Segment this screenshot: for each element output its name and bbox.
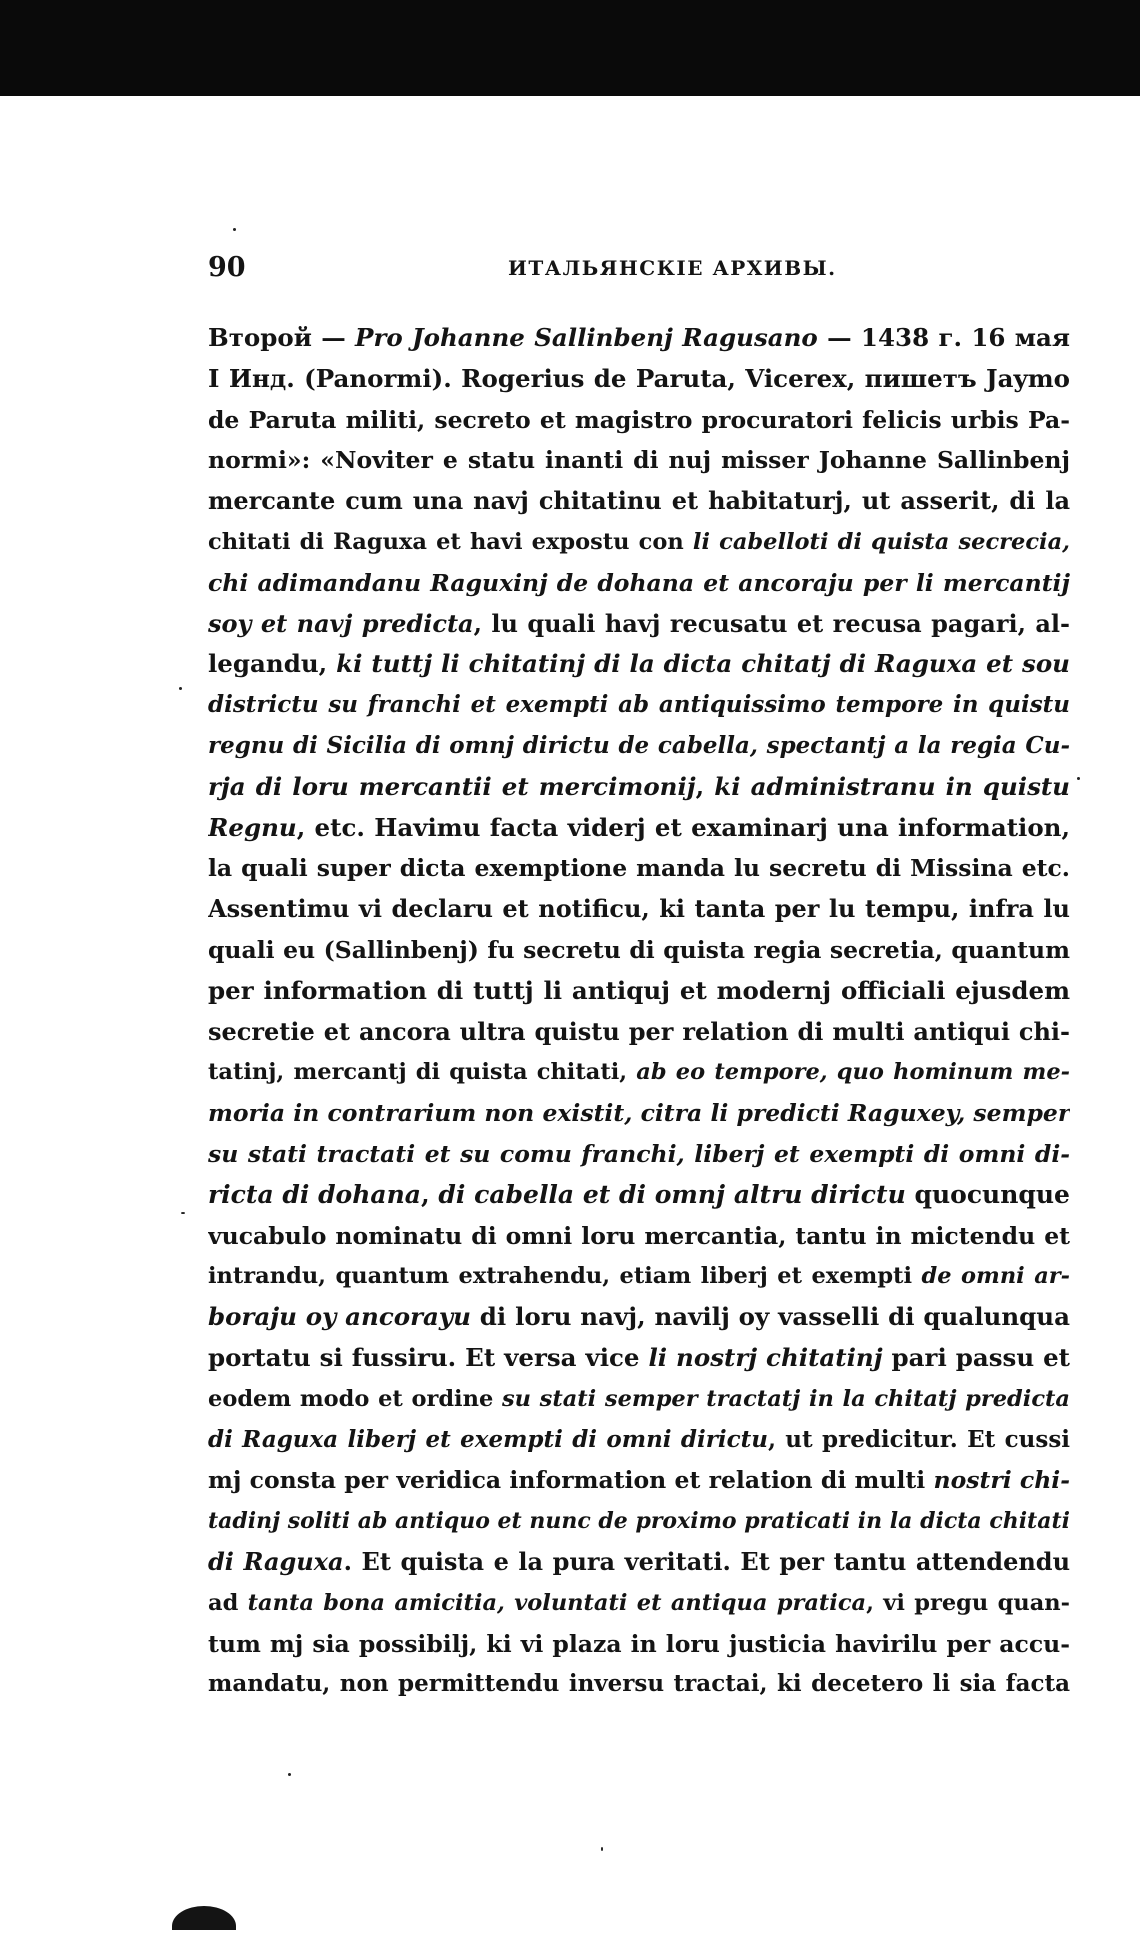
text-line bbox=[208, 1624, 1070, 1665]
text-line bbox=[208, 685, 1070, 726]
text-line bbox=[208, 481, 1070, 522]
text-line bbox=[208, 767, 1070, 808]
text-line bbox=[208, 318, 1070, 359]
text-line bbox=[208, 1134, 1070, 1175]
text-run: , lu quali havj recusatu et recusa pagari, al- bbox=[473, 608, 1070, 638]
italic-run: ki tuttj li chitatinj di la dicta chitatj di Raguxa et sou bbox=[336, 649, 1070, 679]
italic-run: li nostrj chitatinj bbox=[648, 1342, 883, 1372]
text-run: mercante cum una navj chitatinu et habitaturj, ut asserit, di la bbox=[208, 486, 1070, 516]
text-line bbox=[208, 1420, 1070, 1461]
text-run: . Et quista e la pura veritati. Et per tantu attendendu bbox=[343, 1546, 1070, 1576]
text-line bbox=[208, 808, 1070, 849]
text-line bbox=[208, 604, 1070, 645]
italic-run: regnu di Sicilia di omnj dirictu de cabella, spectantj a la regia Cu- bbox=[208, 731, 1070, 759]
text-line bbox=[208, 440, 1070, 481]
text-run: quali eu (Sallinbenj) fu secretu di quista regia secretia, quantum bbox=[208, 935, 1070, 964]
text-run: I Инд. (Panormi). Rogerius de Paruta, Vicerex, пишетъ Jaymo bbox=[208, 363, 1070, 393]
text-run: Второй — bbox=[208, 323, 356, 352]
text-line bbox=[208, 971, 1070, 1012]
text-run: , etc. Havimu facta viderj et examinarj una information, bbox=[296, 812, 1070, 842]
text-run: intrandu, quantum extrahendu, etiam liberj et exempti bbox=[208, 1263, 922, 1290]
text-line bbox=[208, 1542, 1070, 1583]
text-line bbox=[208, 522, 1070, 563]
text-line bbox=[208, 1501, 1070, 1542]
italic-run: Regnu bbox=[208, 812, 297, 842]
text-run: la quali super dicta exemptione manda lu secretu di Missina etc. bbox=[208, 854, 1070, 883]
text-run: portatu si fussiru. Et versa vice bbox=[208, 1342, 649, 1372]
text-line bbox=[208, 1256, 1070, 1297]
text-line bbox=[208, 1175, 1070, 1216]
text-line bbox=[208, 848, 1070, 889]
text-line bbox=[208, 1379, 1070, 1420]
text-line bbox=[208, 1216, 1070, 1257]
text-run: eodem modo et ordine bbox=[208, 1385, 502, 1412]
text-run: normi»: «Noviter e statu inanti di nuj misser Johanne Sallinbenj bbox=[208, 446, 1070, 475]
italic-run: moria in contrarium non existit, citra li predicti Raguxey, semper bbox=[208, 1099, 1070, 1128]
italic-run: li cabelloti di quista secrecia, bbox=[692, 528, 1070, 555]
text-run: , vi pregu quan- bbox=[866, 1589, 1070, 1616]
text-line bbox=[208, 1052, 1070, 1093]
italic-run: su stati tractati et su comu franchi, liberj et exempti di omni di- bbox=[208, 1139, 1070, 1168]
italic-run: di Raguxa liberj et exempti di omni dirictu bbox=[208, 1425, 768, 1453]
running-head bbox=[208, 248, 1070, 288]
text-run: Assentimu vi declaru et notificu, ki tanta per lu tempu, infra lu bbox=[208, 894, 1070, 924]
text-run: ad bbox=[208, 1589, 248, 1616]
text-run: mj consta per veridica information et relation di multi bbox=[208, 1466, 934, 1495]
text-line bbox=[208, 1093, 1070, 1134]
italic-run: districtu su franchi et exempti ab antiquissimo tempore in quistu bbox=[208, 691, 1070, 719]
text-run: legandu, bbox=[208, 649, 337, 679]
italic-run: su stati semper tractatj in la chitatj predicta bbox=[501, 1385, 1070, 1412]
page-number: 90 bbox=[208, 252, 246, 283]
print-speck bbox=[1077, 777, 1080, 780]
body-text bbox=[208, 318, 1070, 1705]
italic-run: de omni ar- bbox=[921, 1263, 1070, 1290]
text-line bbox=[208, 1338, 1070, 1379]
print-speck bbox=[288, 1773, 291, 1776]
text-run: tum mj sia possibilj, ki vi plaza in loru justicia havirilu per accu- bbox=[208, 1629, 1070, 1658]
text-run: de Paruta militi, secreto et magistro procuratori felicis urbis Pa- bbox=[208, 405, 1070, 434]
print-speck bbox=[179, 687, 182, 690]
text-line bbox=[208, 726, 1070, 767]
italic-run: chi adimandanu Raguxinj de dohana et ancoraju per li mercantij bbox=[208, 568, 1070, 597]
italic-run: Pro Johanne Sallinbenj Ragusano bbox=[355, 323, 818, 352]
italic-run: di Raguxa bbox=[208, 1546, 344, 1576]
text-line bbox=[208, 1583, 1070, 1624]
text-run: pari passu et bbox=[882, 1342, 1070, 1372]
text-line bbox=[208, 1664, 1070, 1705]
italic-run: rja di loru mercantii et mercimonij bbox=[208, 771, 696, 801]
text-run: di loru navj, navilj oy vasselli di qualunqua bbox=[470, 1302, 1070, 1332]
text-run: mandatu, non permittendu inversu tractai, ki decetero li sia facta bbox=[208, 1670, 1070, 1698]
italic-run: boraju oy ancorayu bbox=[208, 1302, 471, 1332]
text-line bbox=[208, 1012, 1070, 1053]
text-line bbox=[208, 1460, 1070, 1501]
print-speck bbox=[601, 1847, 603, 1851]
text-line bbox=[208, 930, 1070, 971]
text-run: , bbox=[695, 771, 715, 801]
text-run: per information di tuttj li antiquj et modernj officiali ejusdem bbox=[208, 975, 1070, 1005]
text-run: tatinj, mercantj di quista chitati, bbox=[208, 1059, 637, 1086]
italic-run: ab eo tempore, quo hominum me- bbox=[636, 1059, 1070, 1086]
text-line bbox=[208, 563, 1070, 604]
italic-run: soy et navj predicta bbox=[208, 608, 474, 638]
text-run: — 1438 г. 16 мая bbox=[817, 323, 1070, 352]
italic-run: nostri chi- bbox=[933, 1466, 1070, 1495]
text-run: , ut predicitur. Et cussi bbox=[767, 1425, 1070, 1453]
text-run: , bbox=[420, 1179, 439, 1209]
print-speck bbox=[233, 228, 236, 231]
text-line bbox=[208, 359, 1070, 400]
text-line bbox=[208, 644, 1070, 685]
italic-run: ki administranu in quistu bbox=[714, 771, 1070, 801]
italic-run: tadinj soliti ab antiquo et nunc de proximo praticati in la dicta chitati bbox=[208, 1508, 1070, 1535]
italic-run: ricta di dohana bbox=[208, 1179, 421, 1209]
top-black-bar bbox=[0, 0, 1140, 96]
text-run: vucabulo nominatu di omni loru mercantia, tantu in mictendu et bbox=[208, 1221, 1070, 1250]
text-run: quocunque bbox=[905, 1179, 1070, 1209]
print-speck bbox=[181, 1212, 185, 1214]
italic-run: di cabella et di omnj altru dirictu bbox=[438, 1179, 906, 1209]
text-line bbox=[208, 889, 1070, 930]
text-run: secretie et ancora ultra quistu per relation di multi antiqui chi- bbox=[208, 1016, 1070, 1046]
running-title: ИТАЛЬЯНСКІЕ АРХИВЫ. bbox=[508, 256, 837, 280]
text-line bbox=[208, 400, 1070, 441]
page-blot bbox=[172, 1906, 236, 1930]
italic-run: tanta bona amicitia, voluntati et antiqua pratica bbox=[247, 1589, 867, 1616]
text-line bbox=[208, 1297, 1070, 1338]
text-run: chitati di Raguxa et havi expostu con bbox=[208, 528, 693, 555]
